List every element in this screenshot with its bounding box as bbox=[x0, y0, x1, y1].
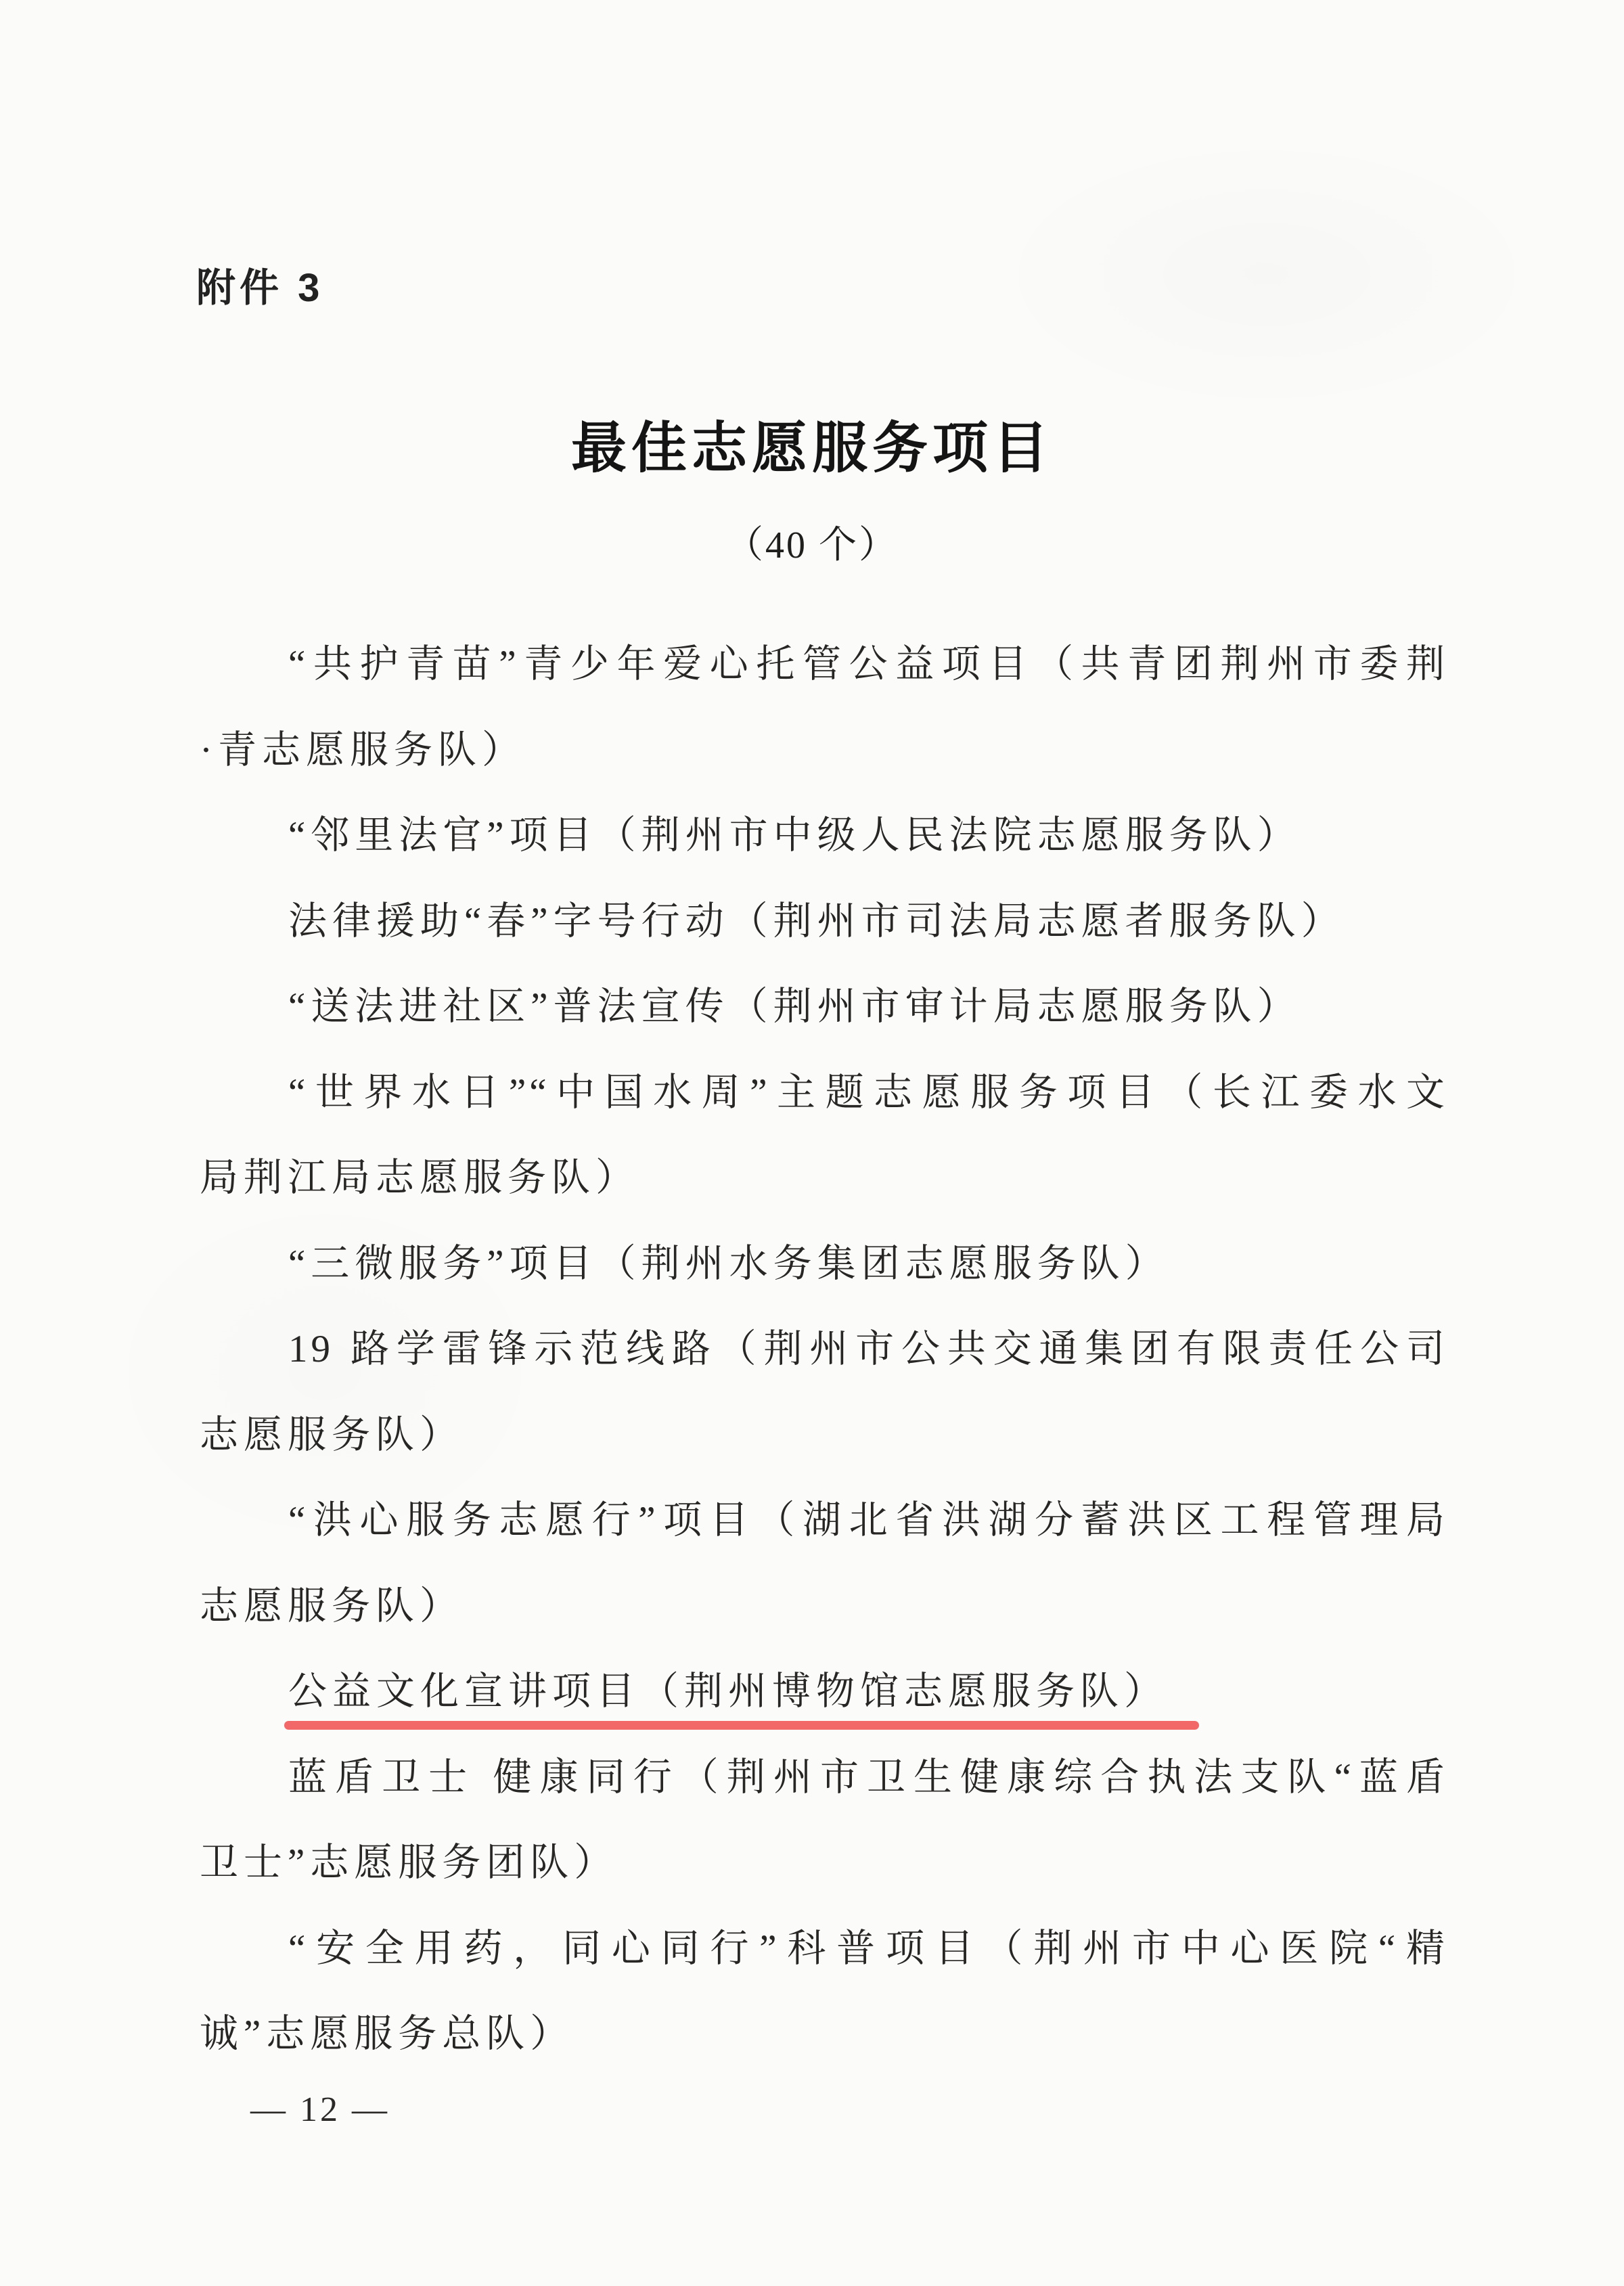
page-number: — 12 — bbox=[250, 2090, 390, 2129]
body-line-paragraph-start: “世界水日”“中国水周”主题志愿服务项目（长江委水文 bbox=[288, 1071, 1448, 1114]
body-line-continuation: 局荆江局志愿服务队） bbox=[200, 1157, 639, 1199]
body-line-paragraph-start: 19 路学雷锋示范线路（荆州市公共交通集团有限责任公司 bbox=[288, 1328, 1448, 1370]
body-line-paragraph-start: “安全用药，同心同行”科普项目（荆州市中心医院“精 bbox=[288, 1927, 1448, 1970]
body-line-paragraph: “邻里法官”项目（荆州市中级人民法院志愿服务队） bbox=[288, 814, 1301, 857]
body-line-paragraph: 法律援助“春”字号行动（荆州市司法局志愿者服务队） bbox=[288, 900, 1345, 943]
body-line-paragraph: “三微服务”项目（荆州水务集团志愿服务队） bbox=[288, 1242, 1169, 1285]
body-line-continuation: ·青志愿服务队） bbox=[200, 729, 526, 771]
page-subtitle-count: （40 个） bbox=[725, 524, 899, 566]
body-line-continuation: 诚”志愿服务总队） bbox=[200, 2013, 574, 2055]
body-line-continuation: 志愿服务队） bbox=[200, 1414, 464, 1456]
body-line-paragraph-start: 蓝盾卫士 健康同行（荆州市卫生健康综合执法支队“蓝盾 bbox=[288, 1756, 1448, 1799]
body-line-paragraph: “送法进社区”普法宣传（荆州市审计局志愿服务队） bbox=[288, 985, 1301, 1028]
body-line-paragraph: 公益文化宣讲项目（荆州博物馆志愿服务队） bbox=[288, 1670, 1168, 1713]
body-line-continuation: 卫士”志愿服务团队） bbox=[200, 1841, 618, 1884]
body-line-continuation: 志愿服务队） bbox=[200, 1585, 464, 1628]
body-line-paragraph-start: “共护青苗”青少年爱心托管公益项目（共青团荆州市委荆 bbox=[288, 643, 1448, 686]
red-underline-annotation bbox=[284, 1721, 1199, 1730]
attachment-label: 附件 3 bbox=[196, 266, 324, 310]
page-title: 最佳志愿服务项目 bbox=[570, 418, 1053, 479]
document-body bbox=[200, 0, 1448, 2286]
body-line-paragraph-start: “洪心服务志愿行”项目（湖北省洪湖分蓄洪区工程管理局 bbox=[288, 1499, 1448, 1542]
